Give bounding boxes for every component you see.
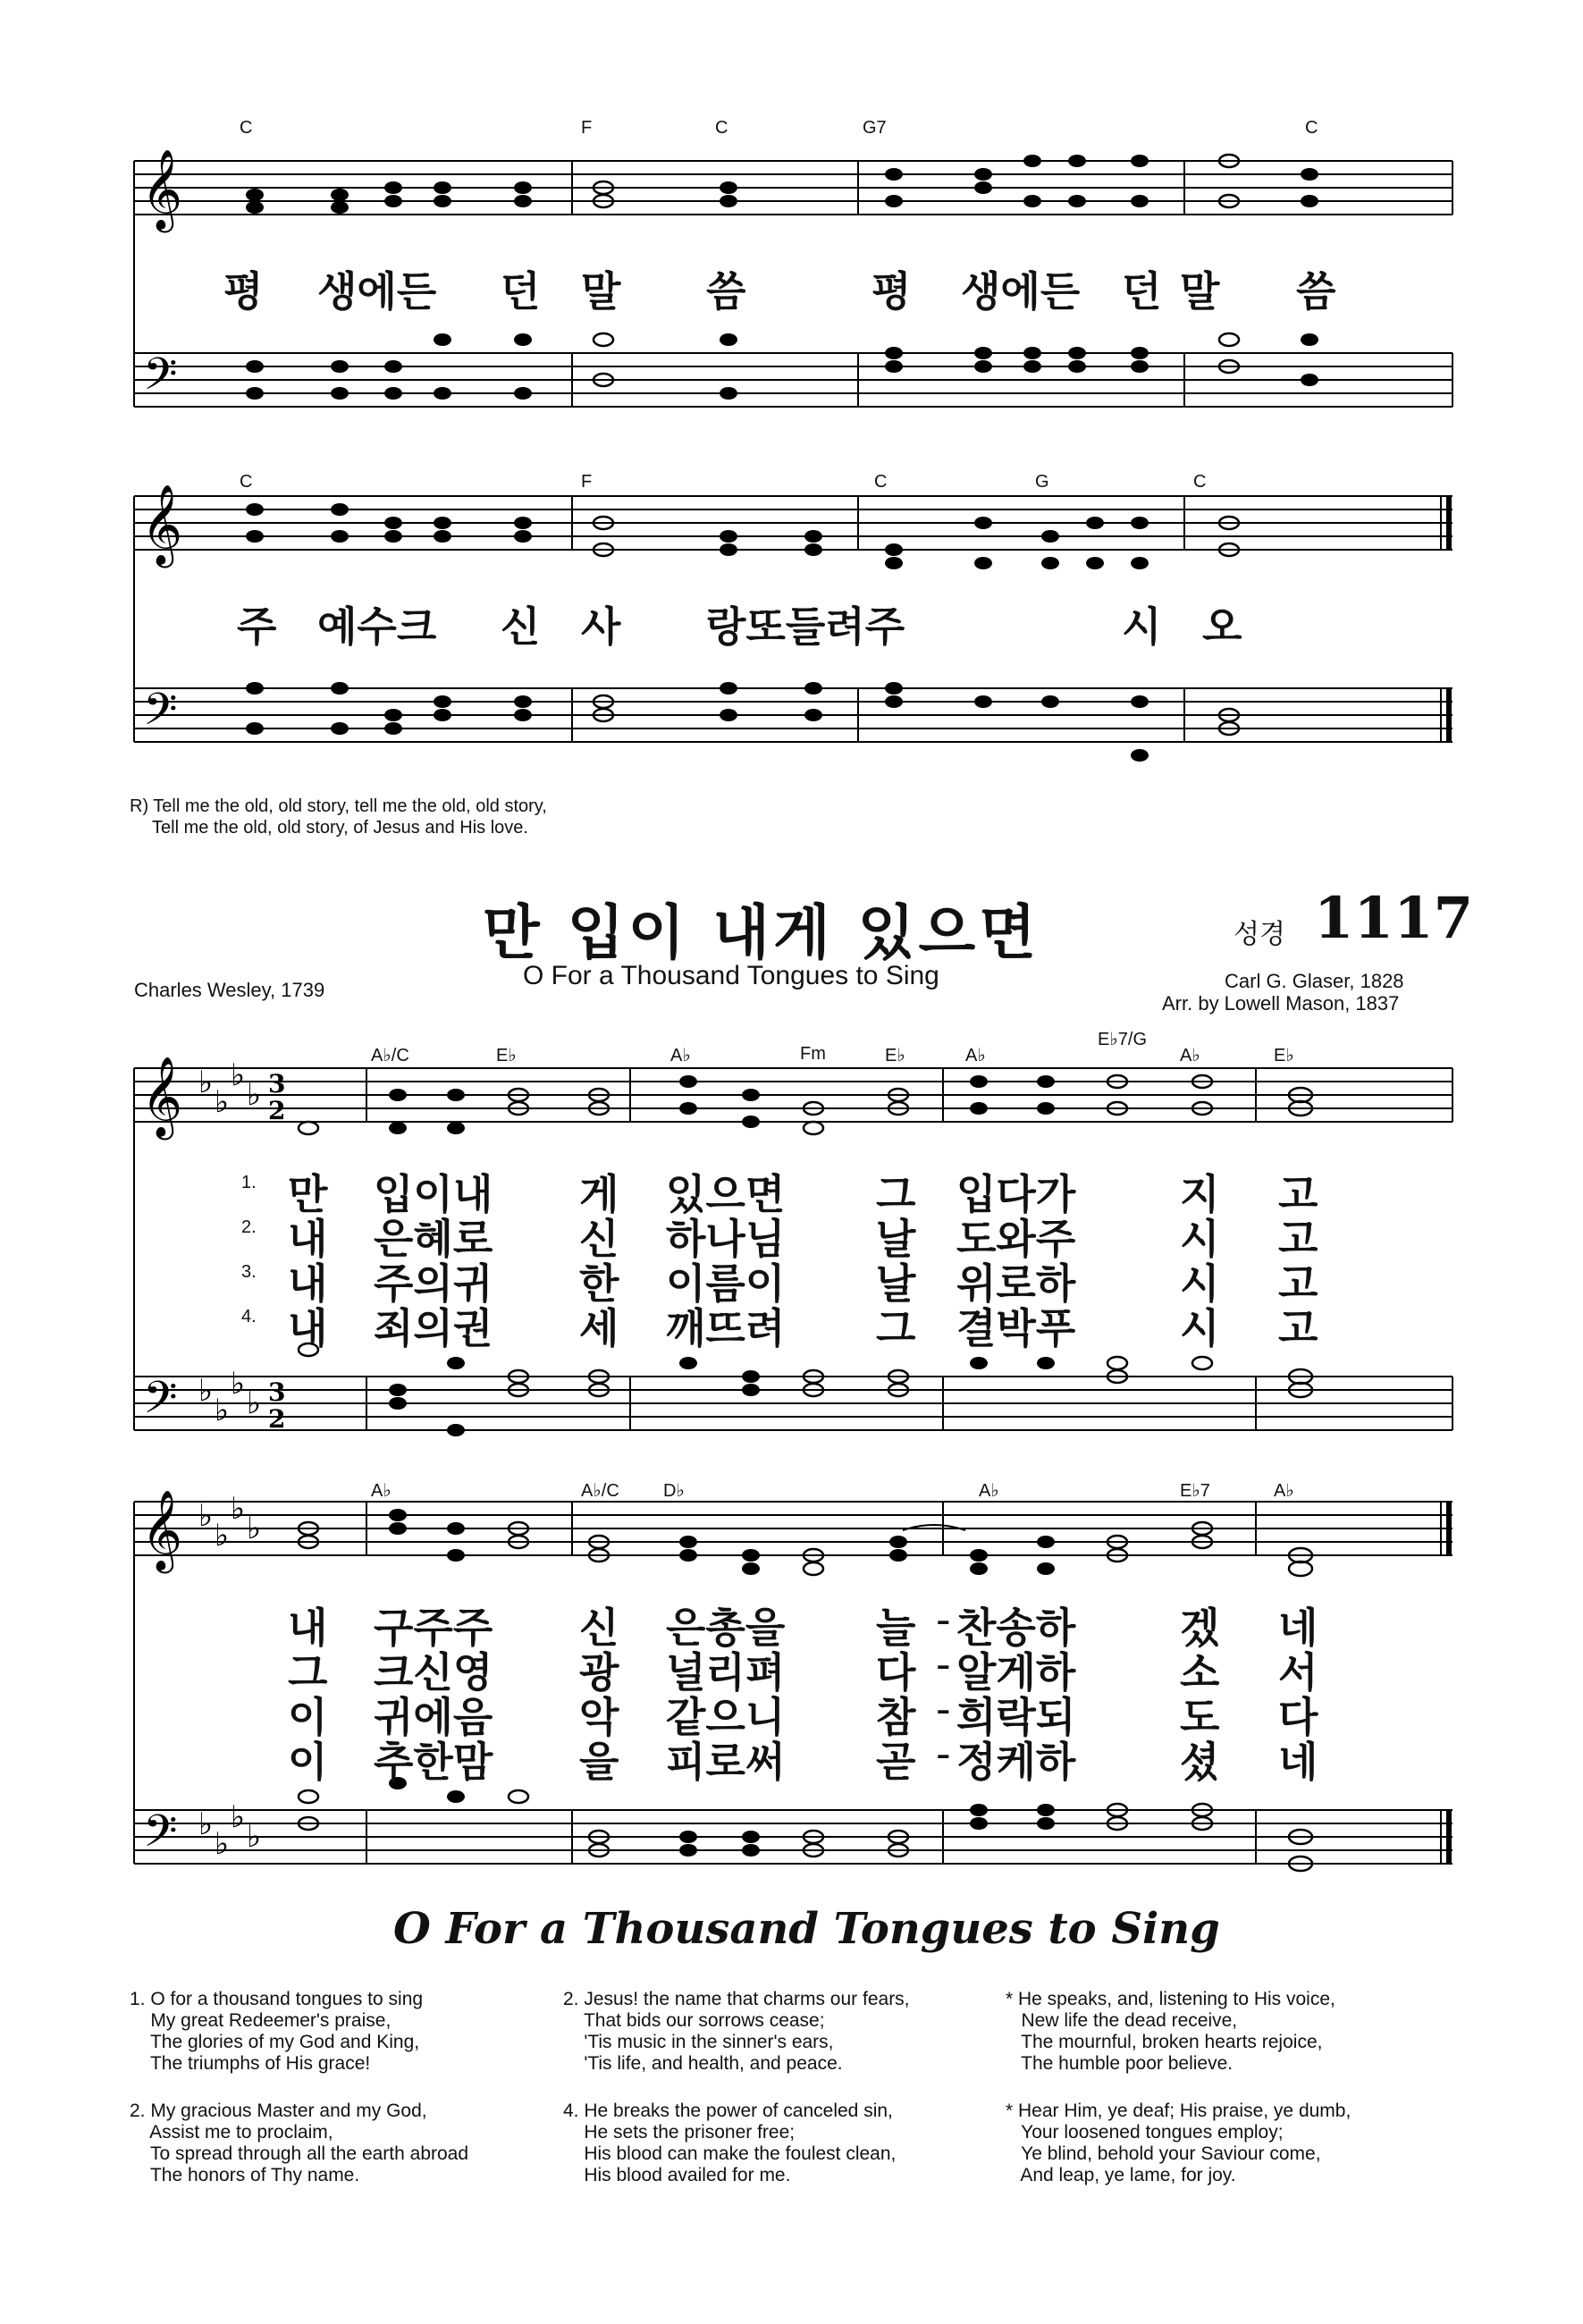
- lyric-syllable: 고: [1278, 1170, 1318, 1218]
- svg-text:♭: ♭: [215, 1518, 230, 1554]
- chord: E♭7/G: [1098, 1030, 1148, 1049]
- author: Charles Wesley, 1739: [134, 979, 325, 1001]
- lyric-syllable: 참: [876, 1693, 916, 1741]
- svg-text:3: 3: [268, 1377, 286, 1407]
- lyric-syllable: 추한맘: [374, 1738, 493, 1786]
- svg-text:𝄞: 𝄞: [141, 149, 183, 230]
- english-title-script: O For a Thousand Tongues to Sing: [393, 1904, 1220, 1954]
- lyric-syllable: 겠: [1180, 1604, 1220, 1652]
- chord: E♭: [1274, 1046, 1294, 1065]
- chord: D♭: [663, 1481, 685, 1501]
- english-verse: 1. O for a thousand tongues to sing My great Redeemer's praise, The glories of my God and King, The triumphs of His grace!: [130, 1989, 424, 2074]
- lyric-syllable: 이: [288, 1738, 328, 1786]
- chord: C: [715, 118, 728, 138]
- svg-text:♭: ♭: [198, 1498, 214, 1534]
- lyric-syllable: 고: [1278, 1259, 1318, 1308]
- svg-text:♭: ♭: [231, 1491, 246, 1527]
- lyric-syllable: 다: [1278, 1693, 1318, 1741]
- arranger: Arr. by Lowell Mason, 1837: [1162, 992, 1400, 1015]
- refrain-note-line: R) Tell me the old, old story, tell me the old, old story,: [130, 796, 547, 816]
- lyric-syllable: 도: [1180, 1693, 1220, 1741]
- svg-text:♭: ♭: [198, 1065, 214, 1100]
- chord: A♭: [371, 1481, 392, 1501]
- lyric-syllable: 입다가: [956, 1170, 1076, 1218]
- lyric-syllable: 광: [579, 1648, 619, 1697]
- lyric-syllable: 날: [876, 1259, 916, 1308]
- lyric-syllable: 주: [237, 602, 277, 651]
- svg-text:♭: ♭: [198, 1373, 214, 1409]
- lyric-syllable: 게: [579, 1170, 619, 1218]
- lyric-syllable: 날: [876, 1215, 916, 1263]
- lyric-syllable: 고: [1278, 1215, 1318, 1263]
- svg-text:𝄢: 𝄢: [143, 1372, 178, 1435]
- lyric-syllable: 평: [223, 267, 264, 316]
- lyric-syllable: 평: [871, 267, 912, 316]
- svg-text:2: 2: [268, 1096, 286, 1125]
- lyric-syllable: 결박푸: [956, 1304, 1076, 1352]
- svg-text:♭: ♭: [198, 1806, 214, 1842]
- svg-text:♭: ♭: [247, 1077, 262, 1113]
- chord: G7: [863, 118, 887, 138]
- lyric-syllable: 네: [1278, 1604, 1318, 1652]
- chord: G: [1035, 472, 1049, 492]
- lyric-syllable: 소: [1180, 1648, 1220, 1697]
- chord: C: [1193, 472, 1207, 492]
- english-verse: * Hear Him, ye deaf; His praise, ye dumb, Your loosened tongues employ; Ye blind, behold your Saviour come, And leap, ye lame, for joy.: [1006, 2101, 1351, 2185]
- chord: A♭/C: [581, 1481, 619, 1501]
- svg-text:♭: ♭: [247, 1511, 262, 1546]
- chord: A♭: [979, 1481, 999, 1501]
- staff-system-hymn-2: [0, 1466, 1583, 1877]
- chord: C: [240, 118, 253, 138]
- svg-text:♭: ♭: [215, 1393, 230, 1428]
- svg-text:3: 3: [268, 1069, 286, 1099]
- hymn-number: 1117: [1314, 885, 1474, 952]
- chord: C: [874, 472, 888, 492]
- lyric-syllable: 내: [288, 1259, 328, 1308]
- hymn-title-korean: 만 입이 내게 있으면: [483, 898, 1040, 967]
- lyric-syllable: 생에든: [961, 267, 1081, 316]
- lyric-syllable: 있으면: [666, 1170, 786, 1218]
- chord: A♭: [1180, 1046, 1200, 1065]
- lyric-syllable: 시: [1122, 602, 1162, 651]
- svg-text:♭: ♭: [231, 1366, 246, 1402]
- chord: F: [581, 118, 593, 138]
- verse-number: 4.: [241, 1307, 257, 1326]
- verse-number: 3.: [241, 1262, 257, 1282]
- lyric-syllable: 신: [579, 1215, 619, 1263]
- lyric-syllable: 신: [579, 1604, 619, 1652]
- chord: E♭7: [1180, 1481, 1210, 1501]
- lyric-syllable: 던: [1122, 267, 1162, 316]
- lyric-syllable: 찬송하: [956, 1604, 1076, 1652]
- lyric-syllable: 신: [501, 602, 541, 651]
- lyric-hyphen: -: [936, 1640, 951, 1688]
- lyric-syllable: 그: [876, 1304, 916, 1352]
- lyric-syllable: 도와주: [956, 1215, 1076, 1263]
- svg-text:𝄢: 𝄢: [143, 1806, 178, 1868]
- lyric-syllable: 시: [1180, 1304, 1220, 1352]
- svg-text:♭: ♭: [215, 1084, 230, 1120]
- english-verse: * He speaks, and, listening to His voice, New life the dead receive, The mournful, broken hearts rejoice, The humble poor believe.: [1006, 1989, 1335, 2074]
- lyric-syllable: 한: [579, 1259, 619, 1308]
- lyric-syllable: 시: [1180, 1215, 1220, 1263]
- lyric-syllable: 널리펴: [666, 1648, 786, 1697]
- english-verse: 2. My gracious Master and my God, Assist me to proclaim, To spread through all the earth abroad The honors of Thy name.: [130, 2101, 469, 2185]
- lyric-syllable: 그: [288, 1648, 328, 1697]
- lyric-syllable: 정케하: [956, 1738, 1076, 1786]
- lyric-hyphen: -: [936, 1596, 951, 1644]
- lyric-syllable: 지: [1180, 1170, 1220, 1218]
- lyric-syllable: 구주주: [374, 1604, 493, 1652]
- lyric-syllable: 이름이: [666, 1259, 786, 1308]
- lyric-syllable: 위로하: [956, 1259, 1076, 1308]
- lyric-syllable: 말: [1180, 267, 1220, 316]
- lyric-syllable: 예수크: [317, 602, 437, 651]
- lyric-hyphen: -: [936, 1730, 951, 1778]
- lyric-syllable: 이: [288, 1693, 328, 1741]
- lyric-syllable: 하나님: [666, 1215, 786, 1263]
- chord: C: [1305, 118, 1318, 138]
- lyric-syllable: 고: [1278, 1304, 1318, 1352]
- english-verse: 4. He breaks the power of canceled sin, He sets the prisoner free; His blood can make the foulest clean, His blood availed for me.: [563, 2101, 897, 2185]
- lyric-syllable: 그: [876, 1170, 916, 1218]
- lyric-syllable: 입이내: [374, 1170, 493, 1218]
- lyric-syllable: 깨뜨려: [666, 1304, 786, 1352]
- lyric-syllable: 크신영: [374, 1648, 493, 1697]
- lyric-syllable: 내: [288, 1604, 328, 1652]
- chord: F: [581, 472, 593, 492]
- lyric-syllable: 은총을: [666, 1604, 786, 1652]
- lyric-syllable: 서: [1278, 1648, 1318, 1697]
- hymn-title-english: O For a Thousand Tongues to Sing: [523, 961, 939, 990]
- svg-text:♭: ♭: [215, 1826, 230, 1862]
- lyric-syllable: 내: [288, 1304, 328, 1352]
- lyric-syllable: 희락되: [956, 1693, 1076, 1741]
- lyric-syllable: 말: [581, 267, 621, 316]
- chord: C: [240, 472, 253, 492]
- lyric-syllable: 세: [579, 1304, 619, 1352]
- verse-number: 1.: [241, 1173, 257, 1192]
- composer: Carl G. Glaser, 1828: [1225, 970, 1404, 992]
- svg-text:♭: ♭: [247, 1819, 262, 1855]
- lyric-syllable: 사: [581, 602, 621, 651]
- lyric-syllable: 만: [288, 1170, 328, 1218]
- lyric-syllable: 피로써: [666, 1738, 786, 1786]
- chord: A♭: [670, 1046, 691, 1065]
- chord: Fm: [800, 1044, 826, 1064]
- lyric-syllable: 주의귀: [374, 1259, 493, 1308]
- lyric-syllable: 네: [1278, 1738, 1318, 1786]
- lyric-syllable: 곧: [876, 1738, 916, 1786]
- lyric-syllable: 은혜로: [374, 1215, 493, 1263]
- svg-text:♭: ♭: [247, 1385, 262, 1421]
- chord: A♭/C: [371, 1046, 409, 1065]
- lyric-syllable: 오: [1202, 602, 1242, 651]
- svg-text:2: 2: [268, 1404, 286, 1434]
- chord: E♭: [496, 1046, 517, 1065]
- lyric-syllable: 알게하: [956, 1648, 1076, 1697]
- lyric-syllable: 악: [579, 1693, 619, 1741]
- lyric-syllable: 늘: [876, 1604, 916, 1652]
- lyric-syllable: 셨: [1180, 1738, 1220, 1786]
- lyric-syllable: 시: [1180, 1259, 1220, 1308]
- lyric-syllable: 다: [876, 1648, 916, 1697]
- svg-text:𝄞: 𝄞: [141, 1490, 183, 1570]
- chord: A♭: [965, 1046, 986, 1065]
- lyric-syllable: 을: [579, 1738, 619, 1786]
- lyric-syllable: 씀: [1296, 267, 1336, 316]
- lyric-hyphen: -: [936, 1685, 951, 1733]
- lyric-syllable: 같으니: [666, 1693, 786, 1741]
- english-verse: 2. Jesus! the name that charms our fears, That bids our sorrows cease; 'Tis music in the sinner's ears, 'Tis life, and health, and peace.: [563, 1989, 910, 2074]
- lyric-syllable: 귀에음: [374, 1693, 493, 1741]
- lyric-syllable: 랑또들려주: [706, 602, 905, 651]
- svg-text:𝄞: 𝄞: [141, 484, 183, 565]
- svg-text:♭: ♭: [231, 1057, 246, 1093]
- lyric-syllable: 내: [288, 1215, 328, 1263]
- lyric-syllable: 씀: [706, 267, 746, 316]
- svg-text:♭: ♭: [231, 1799, 246, 1835]
- svg-text:𝄢: 𝄢: [143, 684, 178, 746]
- refrain-note-line: Tell me the old, old story, of Jesus and His love.: [152, 818, 528, 838]
- staff-system-hymn-1: [0, 1046, 1583, 1457]
- lyric-syllable: 죄의권: [374, 1304, 493, 1352]
- verse-number: 2.: [241, 1217, 257, 1237]
- chord: A♭: [1274, 1481, 1294, 1501]
- svg-text:𝄞: 𝄞: [141, 1057, 183, 1137]
- lyric-syllable: 던: [501, 267, 541, 316]
- scripture-label: 성경: [1234, 919, 1285, 950]
- svg-text:𝄢: 𝄢: [143, 349, 178, 411]
- chord: E♭: [885, 1046, 905, 1065]
- lyric-syllable: 생에든: [317, 267, 437, 316]
